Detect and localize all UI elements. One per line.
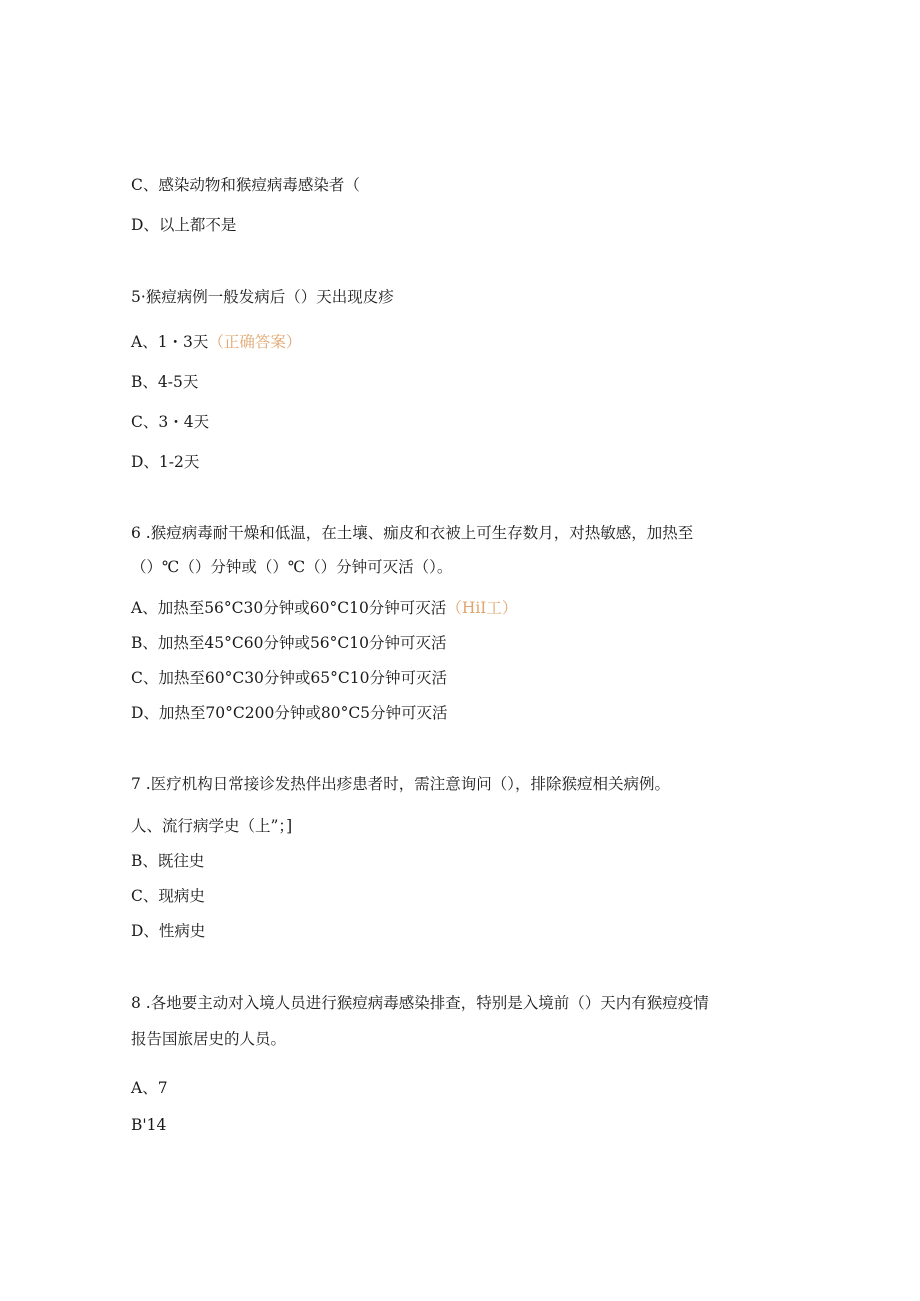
q5-option-d: D、1-2天: [131, 453, 200, 471]
q4-option-c: C、感染动物和猴痘病毒感染者（: [131, 176, 360, 194]
q8-option-a: A、7: [131, 1079, 168, 1097]
q5-question: 5·猴痘病例一般发病后（）天出现皮疹: [131, 288, 394, 306]
q6-option-b: B、加热至45°C60分钟或56°C10分钟可灭活: [131, 634, 447, 652]
q5-option-b: B、4-5天: [131, 373, 199, 391]
q6-option-a-text: A、加热至56°C30分钟或60°C10分钟可灭活: [131, 599, 447, 617]
q7-option-b: B、既往史: [131, 852, 205, 870]
q6-question-line2: （）℃（）分钟或（）℃（）分钟可灭活（）。: [131, 558, 453, 576]
q7-option-c: C、现病史: [131, 887, 205, 905]
q6-option-a: [131, 598, 517, 618]
q8-question-line2: 报告国旅居史的人员。: [131, 1030, 287, 1048]
q7-option-a: 人、流行病学史（上”；]: [131, 817, 293, 835]
correct-answer-tag: （正确答案）: [208, 333, 302, 351]
q5-option-a: [131, 332, 301, 352]
q7-option-d: D、性病史: [131, 922, 206, 940]
q6-option-d: D、加热至70°C200分钟或80°C5分钟可灭活: [131, 704, 448, 722]
q8-option-b: B'14: [131, 1116, 167, 1134]
q8-question-line1: 8 .各地要主动对入境人员进行猴痘病毒感染排查，特别是入境前（）天内有猴痘疫情: [131, 994, 709, 1012]
q6-question-line1: 6 .猴痘病毒耐干燥和低温，在土壤、痂皮和衣被上可生存数月，对热敏感，加热至: [131, 524, 694, 542]
q5-option-c: C、3・4天: [131, 413, 210, 431]
q4-option-d: D、以上都不是: [131, 216, 237, 234]
q5-option-a-text: A、1・3天: [131, 333, 209, 351]
q7-question: 7 .医疗机构日常接诊发热伴出疹患者时，需注意询问（），排除猴痘相关病例。: [131, 775, 670, 793]
q6-option-c: C、加热至60°C30分钟或65°C10分钟可灭活: [131, 669, 447, 687]
correct-answer-tag: （HiI工）: [446, 599, 518, 617]
